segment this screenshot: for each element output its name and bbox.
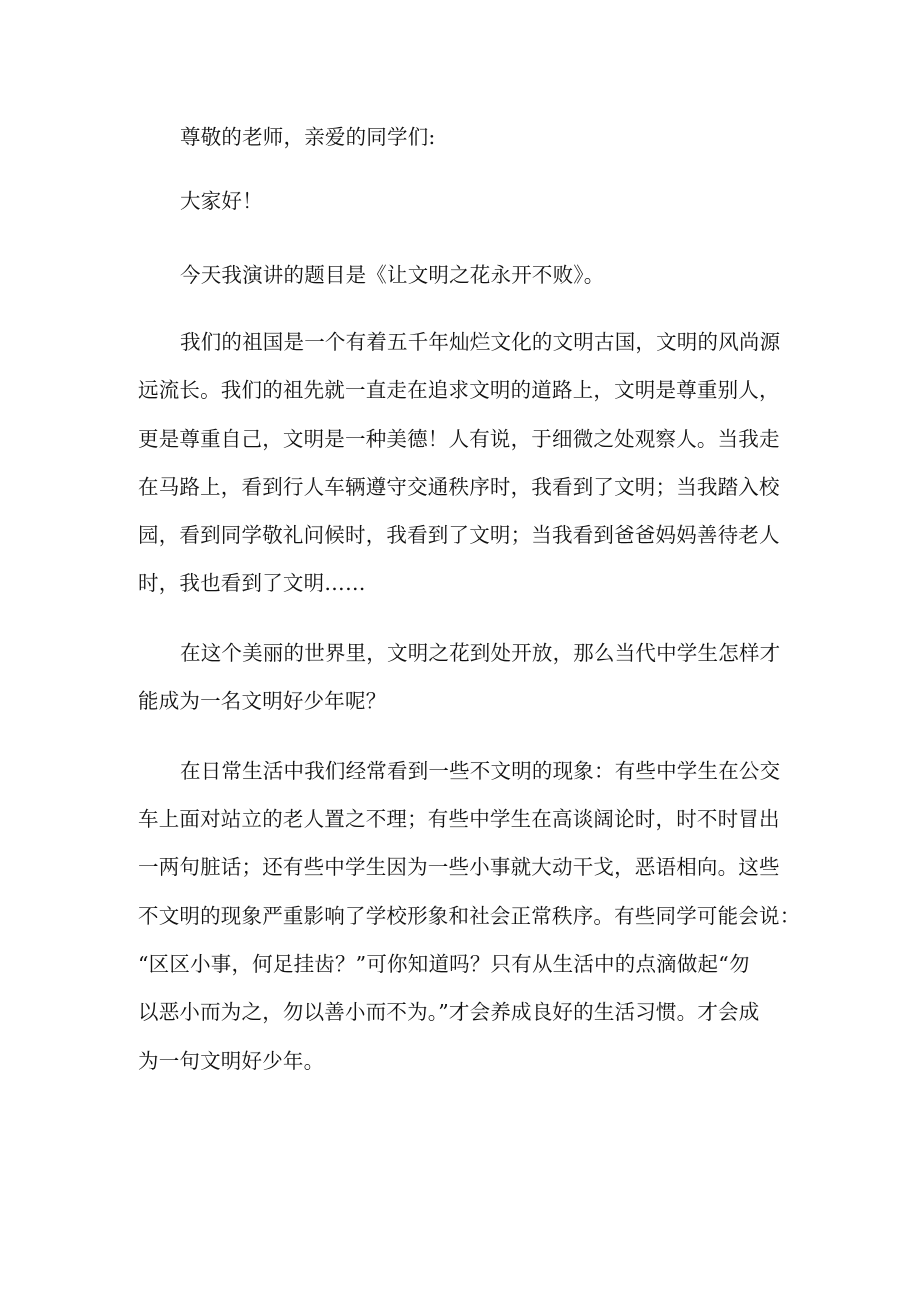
- paragraph-line: “区区小事，何足挂齿？”可你知道吗？只有从生活中的点滴做起“勿: [138, 952, 750, 976]
- paragraph-line: 在这个美丽的世界里，文明之花到处开放，那么当代中学生怎样才: [180, 641, 781, 665]
- paragraph-line: 在马路上，看到行人车辆遵守交通秩序时，我看到了文明；当我踏入校: [138, 475, 780, 499]
- hello-line: 大家好！: [180, 189, 263, 213]
- paragraph-line: 远流长。我们的祖先就一直走在追求文明的道路上，文明是尊重别人，: [138, 378, 780, 402]
- paragraph-line: 车上面对站立的老人置之不理；有些中学生在高谈阔论时，时不时冒出: [138, 807, 780, 831]
- paragraph-line: 时，我也看到了文明……: [138, 571, 366, 595]
- paragraph-line: 以恶小而为之，勿以善小而不为。”才会养成良好的生活习惯。才会成: [138, 1000, 760, 1024]
- paragraph-line: 一两句脏话；还有些中学生因为一些小事就大动干戈，恶语相向。这些: [138, 855, 780, 879]
- paragraph-line: 更是尊重自己，文明是一种美德！人有说，于细微之处观察人。当我走: [138, 427, 780, 451]
- topic-line: 今天我演讲的题目是《让文明之花永开不败》。: [180, 263, 605, 287]
- paragraph-line: 在日常生活中我们经常看到一些不文明的现象：有些中学生在公交: [180, 759, 781, 783]
- paragraph-line: 能成为一名文明好少年呢？: [138, 689, 387, 713]
- greeting-line: 尊敬的老师，亲爱的同学们:: [180, 125, 436, 149]
- paragraph-line: 不文明的现象严重影响了学校形象和社会正常秩序。有些同学可能会说：: [138, 904, 801, 928]
- paragraph-line: 园，看到同学敬礼问候时，我看到了文明；当我看到爸爸妈妈善待老人: [138, 523, 780, 547]
- paragraph-line: 我们的祖国是一个有着五千年灿烂文化的文明古国，文明的风尚源: [180, 330, 781, 354]
- paragraph-line: 为一句文明好少年。: [138, 1049, 325, 1073]
